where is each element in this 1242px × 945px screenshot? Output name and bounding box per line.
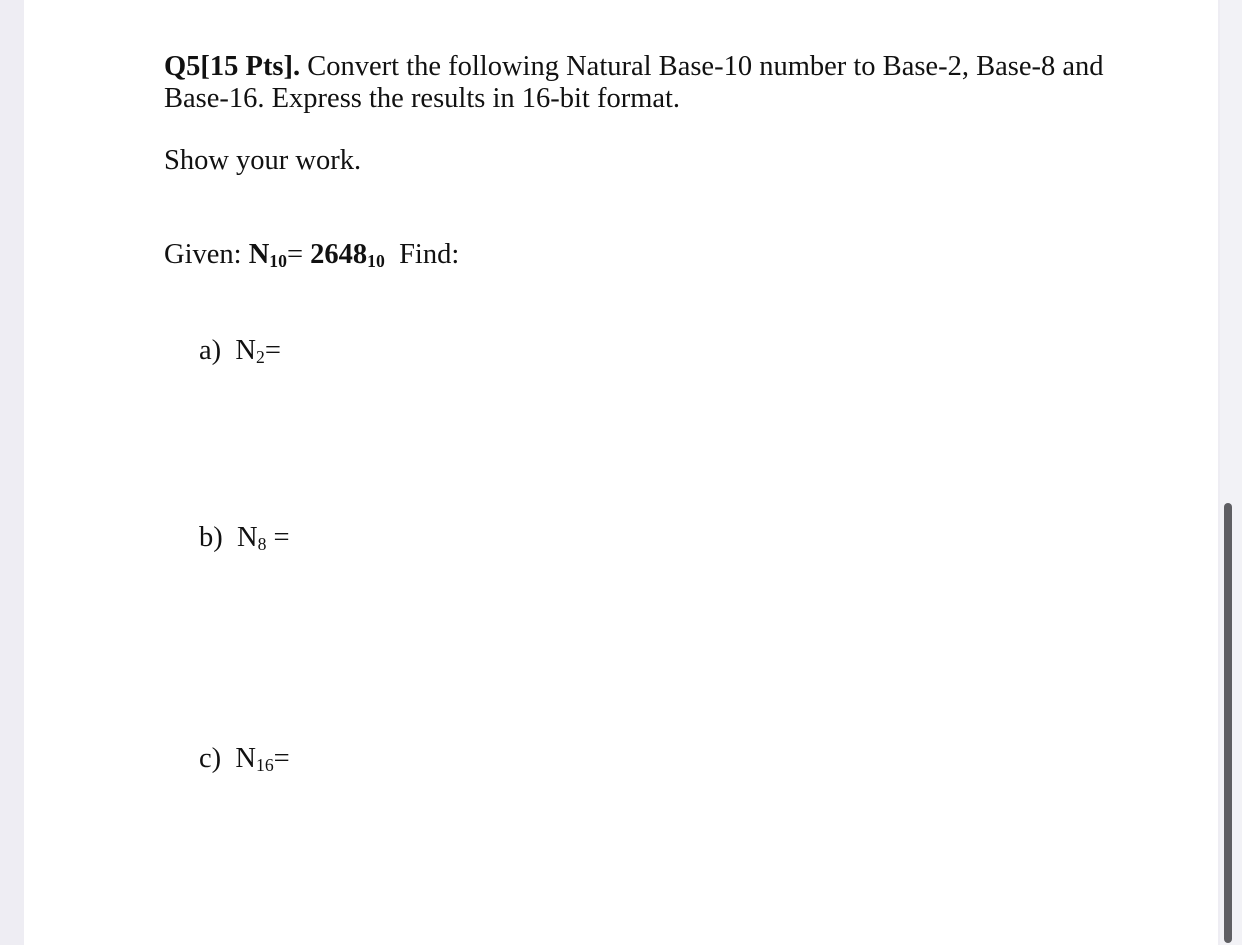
part-c-subscript: 16	[255, 754, 274, 775]
question-label: Q5[15 Pts].	[164, 51, 301, 82]
part-a-symbol: N	[235, 335, 256, 366]
question-text-line-2: Base-16. Express the results in 16-bit format.	[164, 83, 681, 114]
given-value-subscript: 10	[367, 250, 385, 271]
part-a-equals: =	[264, 335, 281, 366]
document-page	[24, 0, 1218, 945]
part-c-equals: =	[273, 743, 290, 774]
part-b	[199, 524, 290, 553]
part-b-equals: =	[266, 522, 290, 553]
given-symbol: $N_{10}$	[248, 239, 287, 271]
given-equals: =	[286, 239, 304, 270]
part-a-subscript: 2	[255, 346, 265, 367]
part-b-symbol: N	[237, 522, 258, 553]
scrollbar-thumb[interactable]	[1224, 503, 1232, 943]
part-a-letter: a)	[199, 335, 222, 366]
instruction-text: Show your work.	[164, 145, 362, 176]
part-c-symbol: N	[235, 743, 256, 774]
instruction	[164, 147, 361, 176]
given-prefix: Given:	[164, 239, 242, 270]
given-value: $2648_{10}$	[310, 239, 385, 271]
given-find: Find:	[399, 239, 460, 270]
question-line-1	[164, 53, 1103, 82]
part-a	[199, 337, 281, 366]
question-text-line-1: Convert the following Natural Base-10 number to Base-2, Base-8 and	[307, 51, 1104, 82]
part-b-subscript: 8	[257, 533, 267, 554]
given-symbol-subscript: 10	[269, 250, 287, 271]
part-c	[199, 745, 290, 774]
given-line	[164, 241, 459, 270]
part-c-letter: c)	[199, 743, 222, 774]
part-b-letter: b)	[199, 522, 223, 553]
question-line-2	[164, 85, 680, 114]
